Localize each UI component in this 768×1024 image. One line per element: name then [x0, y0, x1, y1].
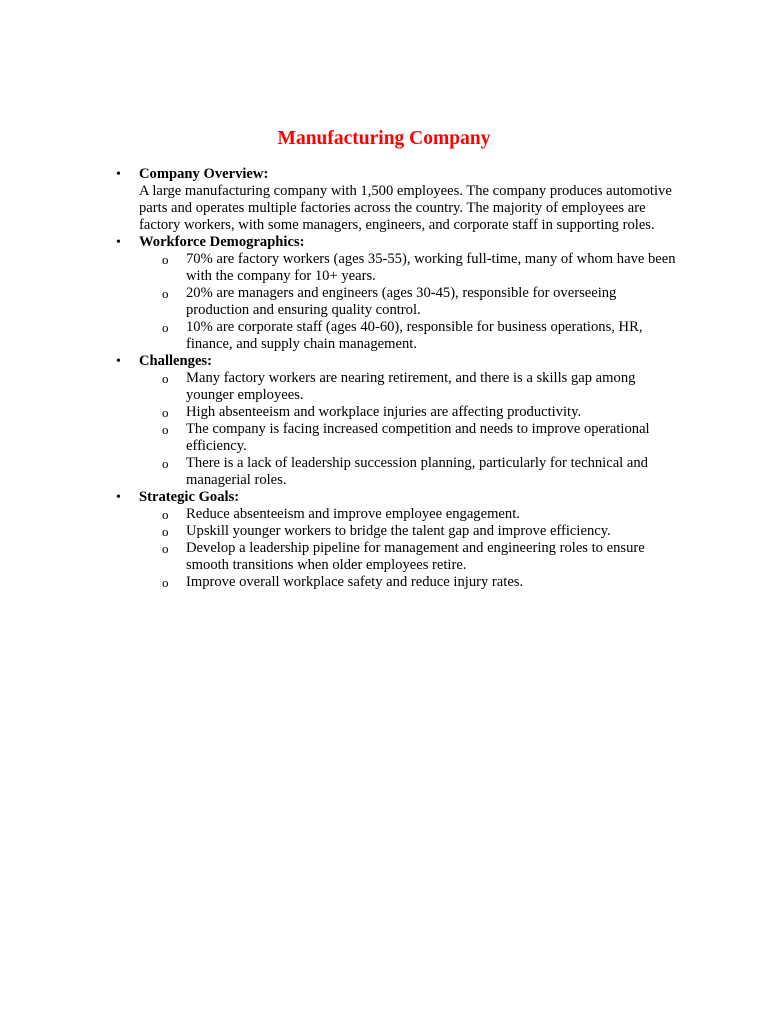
- list-item-text: Many factory workers are nearing retirement, and there is a skills gap among younger employees.: [186, 370, 636, 403]
- circle-bullet-icon: o: [162, 456, 169, 471]
- list-item: [0, 523, 768, 540]
- list-item: [0, 285, 768, 319]
- circle-bullet-icon: o: [162, 524, 169, 539]
- section-title: Strategic Goals:: [139, 489, 240, 505]
- circle-bullet-icon: o: [162, 252, 169, 267]
- section-paragraph: A large manufacturing company with 1,500 employees. The company produces automotive parts and operates multiple factories across the country. The majority of employees are factory workers, with some managers, engineers, and corporate staff in supporting roles.: [139, 183, 672, 233]
- list-item-text: 10% are corporate staff (ages 40-60), responsible for business operations, HR, finance, and supply chain management.: [186, 319, 643, 352]
- circle-bullet-icon: o: [162, 320, 169, 335]
- list-item: [0, 455, 768, 489]
- bullet-icon: •: [116, 235, 121, 250]
- bullet-icon: •: [116, 490, 121, 505]
- list-item: [0, 506, 768, 523]
- list-item-text: 70% are factory workers (ages 35-55), working full-time, many of whom have been with the company for 10+ years.: [186, 251, 676, 284]
- circle-bullet-icon: o: [162, 405, 169, 420]
- list-item-text: High absenteeism and workplace injuries are affecting productivity.: [186, 404, 582, 420]
- list-item-text: There is a lack of leadership succession planning, particularly for technical and managerial roles.: [186, 455, 648, 488]
- bullet-icon: •: [116, 167, 121, 182]
- list-item-text: Develop a leadership pipeline for management and engineering roles to ensure smooth transitions when older employees retire.: [186, 540, 645, 573]
- circle-bullet-icon: o: [162, 541, 169, 556]
- list-item-text: Reduce absenteeism and improve employee engagement.: [186, 506, 520, 522]
- list-item: [0, 319, 768, 353]
- list-item: [0, 574, 768, 591]
- section: [0, 166, 768, 234]
- list-item: [0, 370, 768, 404]
- sub-list: [0, 506, 768, 591]
- section: [0, 234, 768, 353]
- list-item: [0, 251, 768, 285]
- sub-list: [0, 370, 768, 489]
- bullet-icon: •: [116, 354, 121, 369]
- list-item-text: The company is facing increased competition and needs to improve operational efficiency.: [186, 421, 650, 454]
- circle-bullet-icon: o: [162, 286, 169, 301]
- list-item: [0, 404, 768, 421]
- circle-bullet-icon: o: [162, 371, 169, 386]
- list-item-text: Improve overall workplace safety and reduce injury rates.: [186, 574, 524, 590]
- circle-bullet-icon: o: [162, 422, 169, 437]
- section-title: Workforce Demographics:: [139, 234, 305, 250]
- sub-list: [0, 251, 768, 353]
- document-body: [0, 166, 768, 591]
- list-item: [0, 421, 768, 455]
- section-title: Company Overview:: [139, 166, 269, 182]
- circle-bullet-icon: o: [162, 575, 169, 590]
- list-item-text: 20% are managers and engineers (ages 30-45), responsible for overseeing production and ensuring quality control.: [186, 285, 617, 318]
- list-item: [0, 540, 768, 574]
- document-title: Manufacturing Company: [277, 128, 491, 149]
- section: [0, 489, 768, 591]
- section-title: Challenges:: [139, 353, 212, 369]
- list-item-text: Upskill younger workers to bridge the talent gap and improve efficiency.: [186, 523, 611, 539]
- section: [0, 353, 768, 489]
- circle-bullet-icon: o: [162, 507, 169, 522]
